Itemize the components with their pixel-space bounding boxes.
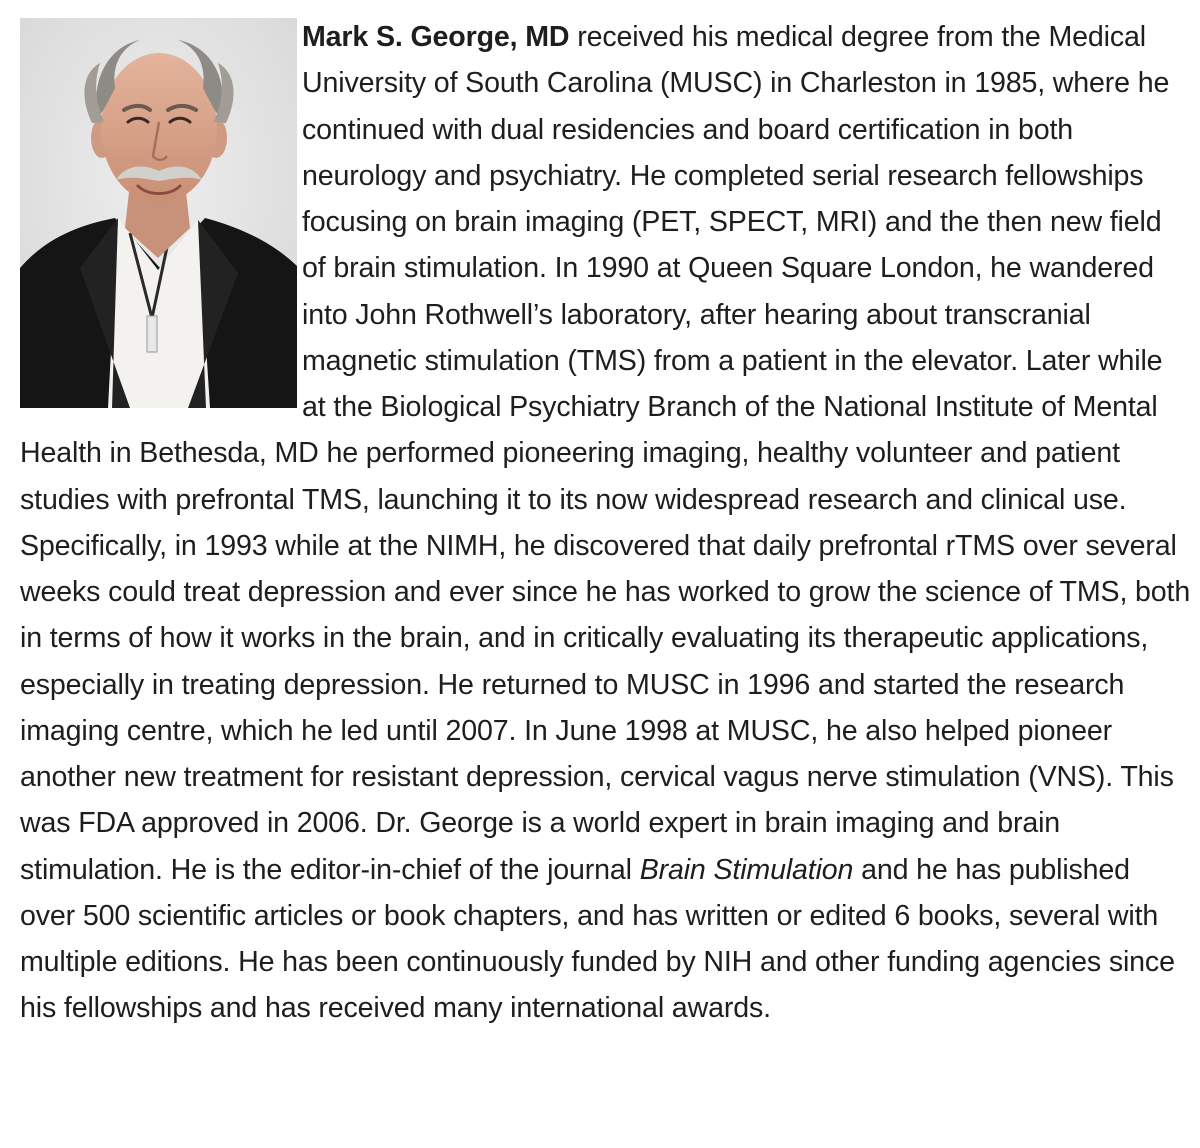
bio-text-part-2: and he has published over 500 scientific articles or book chapters, and has written or edited 6 books, several with multiple editions. He has been continuously funded by NIH and other funding agencies since his fellowships and has received many international awards. [20,853,1175,1025]
journal-title: Brain Stimulation [639,853,854,886]
bio-paragraph [20,14,1192,1032]
person-name: Mark S. George, MD [302,21,570,53]
bio-text-part-1: received his medical degree from the Medical University of South Carolina (MUSC) in Charleston in 1985, where he continued with dual residencies and board certification in both neurology and psychiatry. He completed serial research fellowships focusing on brain imaging (PET, SPECT, MRI) and the then new field of brain stimulation. In 1990 at Queen Square London, he wandered into John Rothwell’s laboratory, after hearing about transcranial magnetic stimulation (TMS) from a patient in the elevator. Later while at the Biological Psychiatry Branch of the National Institute of Mental Health in Bethesda, MD he performed pioneering imaging, healthy volunteer and patient studies with prefrontal TMS, launching it to its now widespread research and clinical use. Specifically, in 1993 while at the NIMH, he discovered that daily prefrontal rTMS over several weeks could treat depression and ever since he has worked to grow the science of TMS, both in terms of how it works in the brain, and in critically evaluating its therapeutic applications, especially in treating depression. He returned to MUSC in 1996 and started the research imaging centre, which he led until 2007. In June 1998 at MUSC, he also helped pioneer another new treatment for resistant depression, cervical vagus nerve stimulation (VNS). This was FDA approved in 2006. Dr. George is a world expert in brain imaging and brain stimulation. He is the editor-in-chief of the journal [20,21,1191,886]
portrait-photo [20,18,297,408]
